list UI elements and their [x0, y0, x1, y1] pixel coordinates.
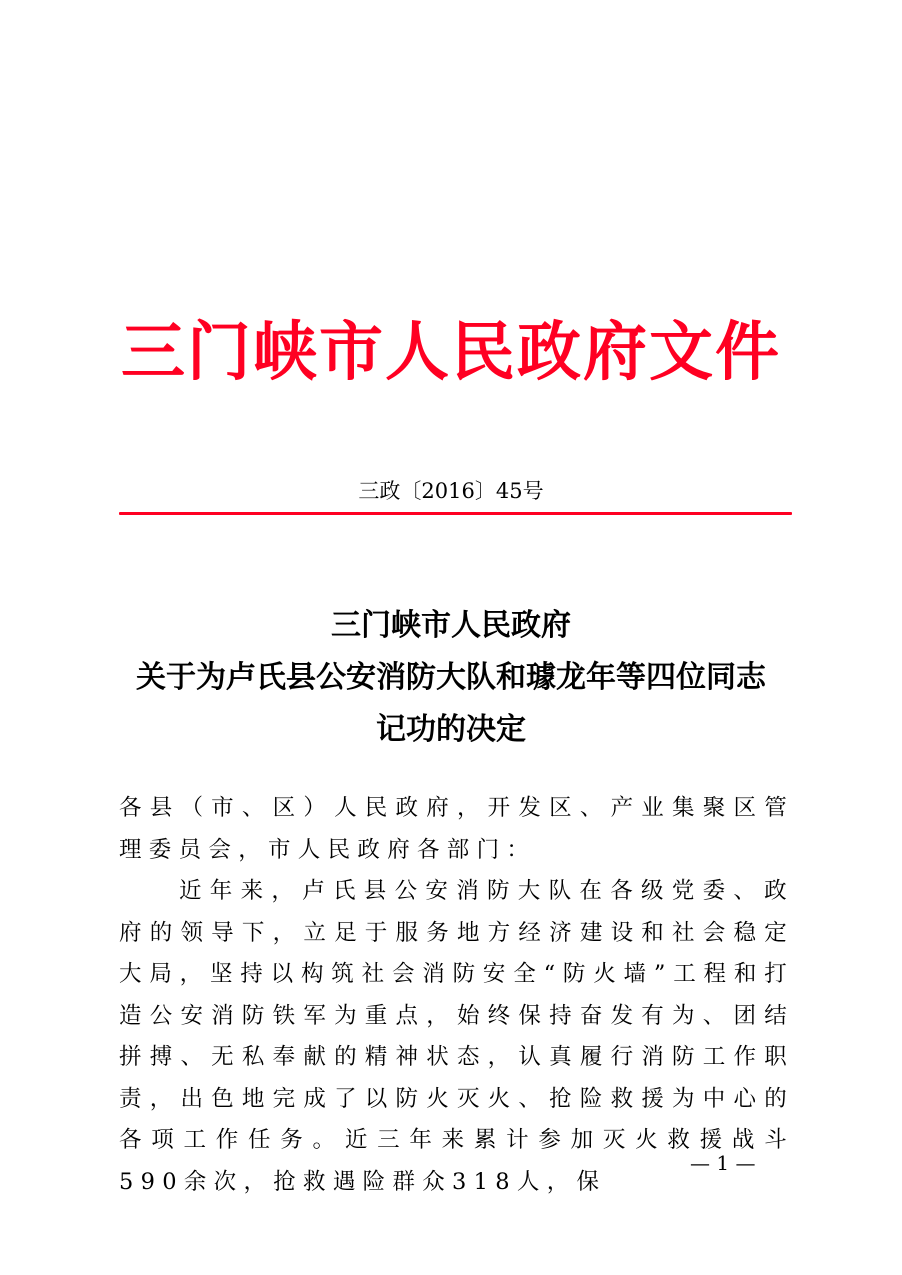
- red-separator-rule: [119, 512, 792, 515]
- body-paragraph: 近年来，卢氏县公安消防大队在各级党委、政府的领导下，立足于服务地方经济建设和社会稳定大局，坚持以构筑社会消防安全“防火墙”工程和打造公安消防铁军为重点，始终保持奋发有为、团结拼搏、无私奉献的精神状态，认真履行消防工作职责，出色地完成了以防火灭火、抢险救援为中心的各项工作任务。近三年来累计参加灭火救援战斗590余次，抢救遇险群众318人，保: [119, 878, 794, 1195]
- document-header-title: 三门峡市人民政府文件: [121, 315, 781, 390]
- subject-line-3: 记功的决定: [376, 712, 526, 747]
- document-subject: [0, 600, 902, 756]
- document-number: 三政〔2016〕45号: [358, 479, 544, 503]
- page-number: — 1 —: [690, 1151, 756, 1175]
- document-body: [119, 788, 794, 1203]
- subject-line-1: 三门峡市人民政府: [331, 608, 571, 643]
- addressee-line: 各县（市、区）人民政府，开发区、产业集聚区管理委员会，市人民政府各部门：: [119, 795, 794, 863]
- subject-line-2: 关于为卢氏县公安消防大队和璩龙年等四位同志: [136, 660, 766, 695]
